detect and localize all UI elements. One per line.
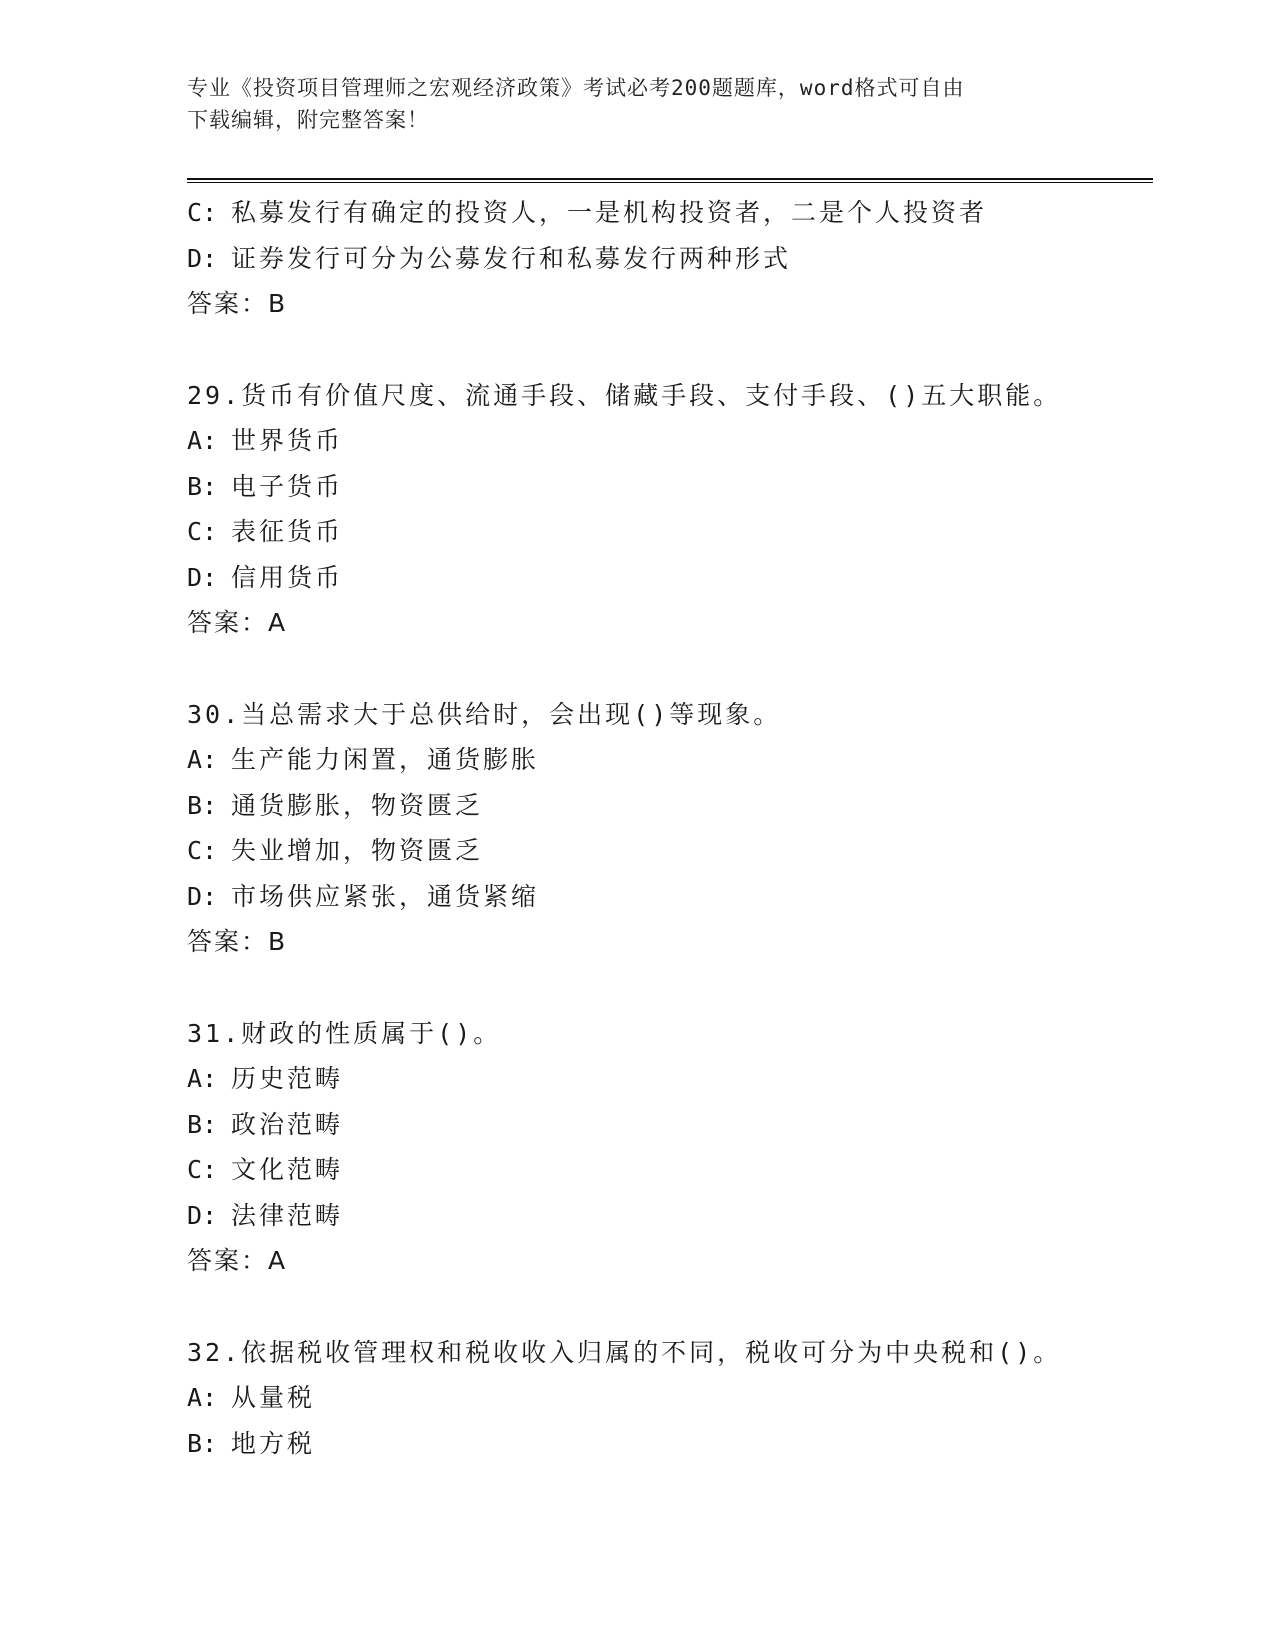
option-key: A: <box>187 1383 218 1412</box>
option-text: 表征货币 <box>231 517 344 546</box>
option-text: 地方税 <box>231 1428 316 1458</box>
header-line-1: 专业《投资项目管理师之宏观经济政策》考试必考200题题库，word格式可自由 <box>187 76 965 100</box>
question-stem: 31.财政的性质属于()。 <box>187 1018 502 1048</box>
document-header <box>187 72 1087 136</box>
question-stem: 30.当总需求大于总供给时，会出现()等现象。 <box>187 699 782 729</box>
option-key: B: <box>187 1109 218 1139</box>
option-key: C: <box>187 836 218 865</box>
option-row <box>187 828 1127 874</box>
spacer <box>187 1284 1127 1330</box>
option-row <box>187 418 1127 464</box>
option-key: D: <box>187 243 218 273</box>
option-text: 电子货币 <box>231 471 344 501</box>
option-row <box>187 236 1127 282</box>
option-key: C: <box>187 1155 218 1184</box>
answer-line: 答案：A <box>187 608 288 637</box>
question-32 <box>187 1330 1127 1467</box>
option-row <box>187 464 1127 510</box>
option-text: 市场供应紧张，通货紧缩 <box>231 881 540 911</box>
option-row <box>187 190 1127 236</box>
option-key: D: <box>187 562 218 592</box>
question-29 <box>187 373 1127 646</box>
option-key: D: <box>187 1200 218 1230</box>
option-row <box>187 1147 1127 1193</box>
option-row <box>187 737 1127 783</box>
spacer <box>187 646 1127 692</box>
option-text: 通货膨胀，物资匮乏 <box>231 790 484 820</box>
option-text: 生产能力闲置，通货膨胀 <box>231 745 540 774</box>
option-row <box>187 783 1127 829</box>
question-continued <box>187 190 1127 327</box>
option-row <box>187 874 1127 920</box>
option-row <box>187 1375 1127 1421</box>
header-line-2: 下载编辑，附完整答案！ <box>187 108 429 132</box>
question-31 <box>187 1011 1127 1284</box>
option-text: 失业增加，物资匮乏 <box>231 836 484 865</box>
question-30 <box>187 692 1127 965</box>
option-key: B: <box>187 471 218 501</box>
option-text: 政治范畴 <box>231 1109 344 1139</box>
option-key: A: <box>187 426 218 455</box>
option-row <box>187 1193 1127 1239</box>
option-key: C: <box>187 198 218 227</box>
header-divider <box>187 178 1153 183</box>
option-row <box>187 1056 1127 1102</box>
option-text: 法律范畴 <box>231 1200 344 1230</box>
option-key: D: <box>187 881 218 911</box>
option-key: C: <box>187 517 218 546</box>
option-key: A: <box>187 745 218 774</box>
option-row <box>187 1102 1127 1148</box>
option-row <box>187 1421 1127 1467</box>
option-key: A: <box>187 1064 218 1093</box>
spacer <box>187 327 1127 373</box>
option-text: 信用货币 <box>231 562 344 592</box>
question-stem: 32.依据税收管理权和税收收入归属的不同，税收可分为中央税和()。 <box>187 1337 1062 1367</box>
answer-line: 答案：A <box>187 1246 288 1275</box>
option-key: B: <box>187 790 218 820</box>
option-text: 证券发行可分为公募发行和私募发行两种形式 <box>231 243 792 273</box>
question-list <box>187 190 1127 1466</box>
option-text: 历史范畴 <box>231 1064 344 1093</box>
spacer <box>187 965 1127 1011</box>
option-row <box>187 509 1127 555</box>
option-row <box>187 555 1127 601</box>
option-text: 世界货币 <box>231 426 344 455</box>
answer-line: 答案：B <box>187 289 288 318</box>
option-text: 私募发行有确定的投资人，一是机构投资者，二是个人投资者 <box>231 198 988 227</box>
answer-line: 答案：B <box>187 927 288 956</box>
option-key: B: <box>187 1428 218 1458</box>
option-text: 文化范畴 <box>231 1155 344 1184</box>
question-stem: 29.货币有价值尺度、流通手段、储藏手段、支付手段、()五大职能。 <box>187 380 1062 410</box>
option-text: 从量税 <box>231 1383 316 1412</box>
